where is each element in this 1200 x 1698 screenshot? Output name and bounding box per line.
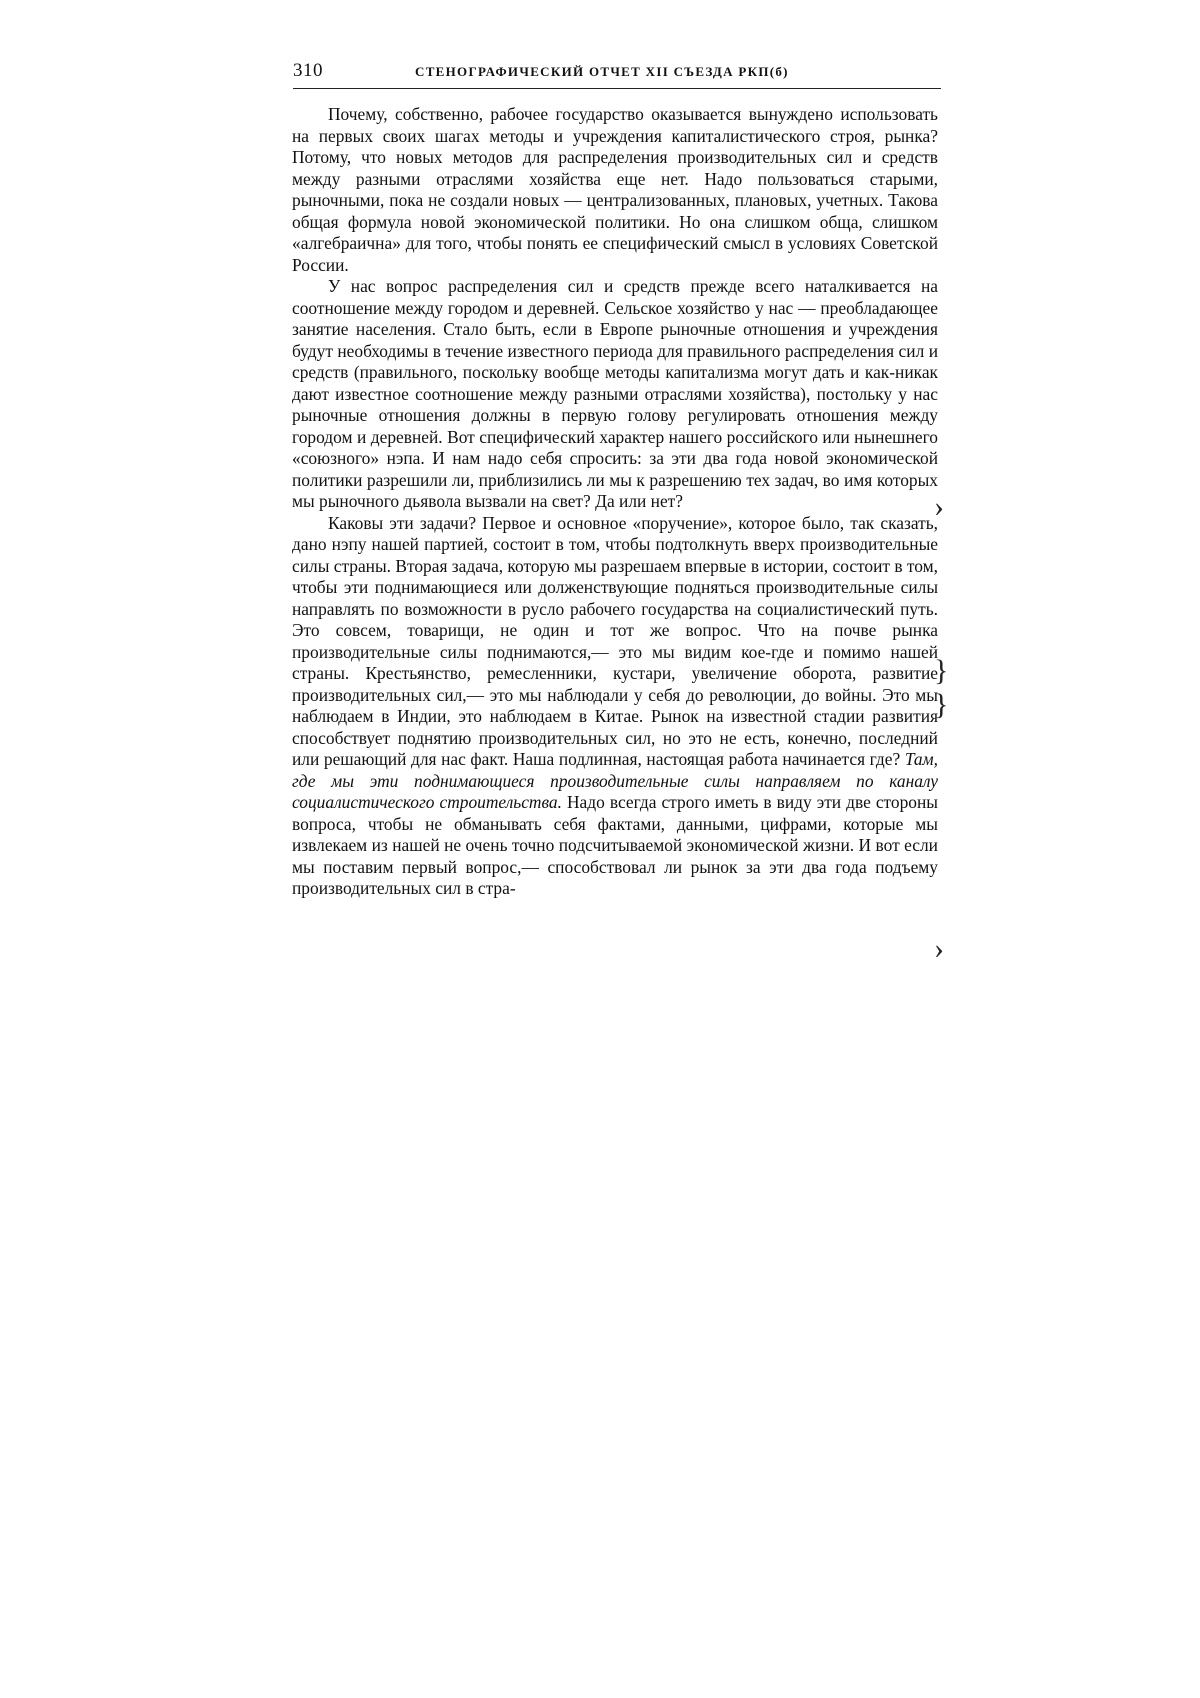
paragraph-2: У нас вопрос распределения сил и средств прежде всего наталкивается на соотношение между городом и деревней. Сельское хозяйство у нас — преобладающее занятие населения. Стало быть, если в Европе рыночные отношения и учреждения будут необходимы в течение известного периода для правильного распределения сил и средств (правильного, поскольку вообще методы капитализма могут дать и как-никак дают известное соотношение между разными отраслями хозяйства), постольку у нас рыночные отношения должны в первую голову регулировать отношения между городом и деревней. Вот специфический характер нашего российского или нынешнего «союзного» нэпа. И нам надо себя спросить: за эти два года новой экономической политики разрешили ли, приблизились ли мы к разрешению тех задач, во имя которых мы рыночного дьявола вызвали на свет? Да или нет? [292, 276, 938, 511]
body-text [292, 104, 938, 900]
paragraph-3-italic-text: Там, где мы эти поднимающиеся производительные силы направляем по каналу социалистического строительства. [292, 749, 938, 812]
margin-mark-2: { [934, 654, 949, 687]
margin-mark-1: › [934, 490, 944, 523]
paragraph-3-text-before: Каковы эти задачи? Первое и основное «поручение», которое было, так сказать, дано нэпу нашей партией, состоит в том, чтобы подтолкнуть вверх производительные силы страны. Вторая задача, которую мы разрешаем впервые в истории, состоит в том, чтобы эти поднимающиеся или долженствующие подняться производительные силы направлять по возможности в русло рабочего государства на социалистический путь. Это совсем, товарищи, не один и тот же вопрос. Что на почве рынка производительные силы поднимаются,— это мы видим кое-где и помимо нашей страны. Крестьянство, ремесленники, кустари, увеличение оборота, развитие производительных сил,— это мы наблюдали у себя до революции, до войны. Это мы наблюдаем в Индии, это наблюдаем в Китае. Рынок на известной стадии развития способствует поднятию производительных сил, но это не есть, конечно, последний или решающий для нас факт. Наша подлинная, настоящая работа начинается где? [292, 512, 939, 769]
page-header [293, 58, 941, 89]
paragraph-3 [292, 513, 938, 900]
margin-mark-3: { [934, 688, 949, 721]
margin-mark-4: › [934, 932, 944, 965]
running-head: СТЕНОГРАФИЧЕСКИЙ ОТЧЕТ XII СЪЕЗДА РКП(б) [415, 64, 789, 79]
page-number: 310 [293, 60, 323, 81]
paragraph-3-text-after: Надо всегда строго иметь в виду эти две стороны вопроса, чтобы не обманывать себя фактами, данными, цифрами, которые мы извлекаем из нашей не очень точно подсчитываемой экономической жизни. И вот если мы поставим первый вопрос,— способствовал ли рынок за эти два года подъему производительных сил в стра- [292, 792, 938, 898]
paragraph-1: Почему, собственно, рабочее государство оказывается вынуждено использовать на первых своих шагах методы и учреждения капиталистического строя, рынка? Потому, что новых методов для распределения производительных сил и средств между разными отраслями хозяйства еще нет. Надо пользоваться старыми, рыночными, пока не создали новых — централизованных, плановых, учетных. Такова общая формула новой экономической политики. Но она слишком обща, слишком «алгебраична» для того, чтобы понять ее специфический смысл в условиях Советской России. [292, 104, 938, 275]
